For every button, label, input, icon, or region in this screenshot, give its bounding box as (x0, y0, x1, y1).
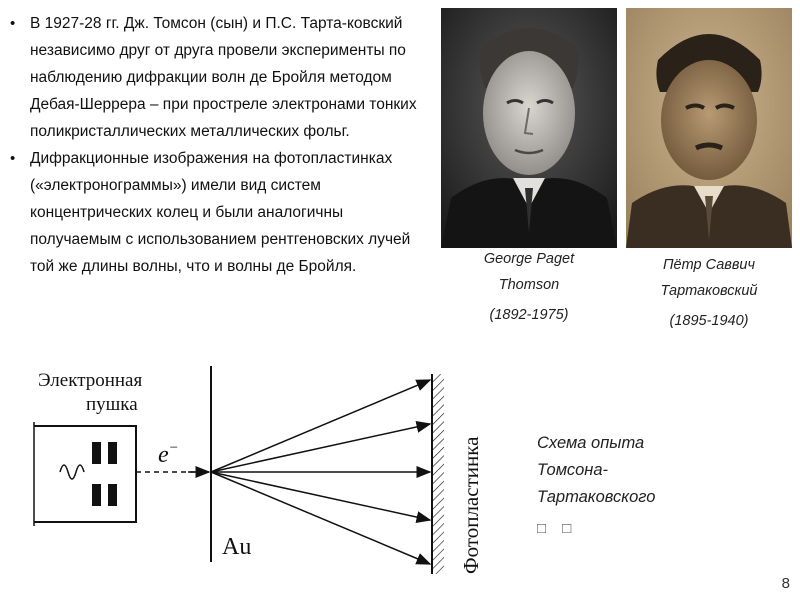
scheme-caption (537, 430, 757, 542)
bullet-text-2: Дифракционные изображения на фотопластинках («электронограммы») имели вид систем концентрических колец и были аналогичны получаемым с использованием рентгеновских лучей той же длины волны, что и волны де Бройля. (30, 150, 411, 275)
foil-label: Au (222, 534, 252, 560)
ray-2 (211, 424, 430, 472)
caption-thomson-name-1: George Paget (483, 251, 575, 267)
bullet-item-1 (8, 10, 436, 145)
scheme-caption-line2: Томсона- (537, 461, 609, 479)
caption-thomson-name-2: Thomson (498, 277, 560, 293)
portrait-tartakovsky-image (626, 8, 792, 248)
bullet-list (8, 10, 436, 280)
gun-label-line2: пушка (86, 394, 138, 415)
bullet-text-1: В 1927-28 гг. Дж. Томсон (сын) и П.С. Тарта-ковский независимо друг от друга провели эксперименты по наблюдению дифракции волн де Бройля методом Дебая-Шеррера – при простреле электронами тонких поликристаллических металлических фольг. (30, 15, 417, 140)
experiment-diagram (28, 362, 508, 592)
ray-1 (211, 380, 430, 472)
caption-tartakovsky (626, 252, 792, 334)
scheme-caption-line1: Схема опыта (537, 434, 645, 452)
caption-thomson-years: (1892-1975) (489, 307, 569, 323)
portrait-thomson-image (441, 8, 617, 248)
slide-number: 8 (781, 575, 790, 592)
bullet-marker: • (10, 15, 16, 32)
caption-thomson (441, 246, 617, 328)
caption-tartakovsky-name-2: Тартаковский (660, 283, 758, 299)
placeholder-glyphs: □ □ (537, 520, 578, 537)
portrait-thomson (441, 8, 617, 248)
caption-tartakovsky-years: (1895-1940) (669, 313, 749, 329)
ray-4 (211, 472, 430, 520)
electron-gun (34, 422, 136, 526)
caption-tartakovsky-name-1: Пётр Саввич (663, 257, 755, 273)
gun-label-line1: Электронная (38, 370, 143, 391)
bullet-marker: • (10, 150, 16, 167)
portrait-tartakovsky (626, 8, 792, 248)
filament-icon (60, 465, 84, 479)
scheme-caption-line3: Тартаковского (537, 488, 656, 506)
plate-label: Фотопластинка (459, 436, 483, 574)
photo-plate (432, 374, 444, 574)
electron-label: e− (158, 440, 179, 468)
bullet-item-2 (8, 145, 436, 280)
